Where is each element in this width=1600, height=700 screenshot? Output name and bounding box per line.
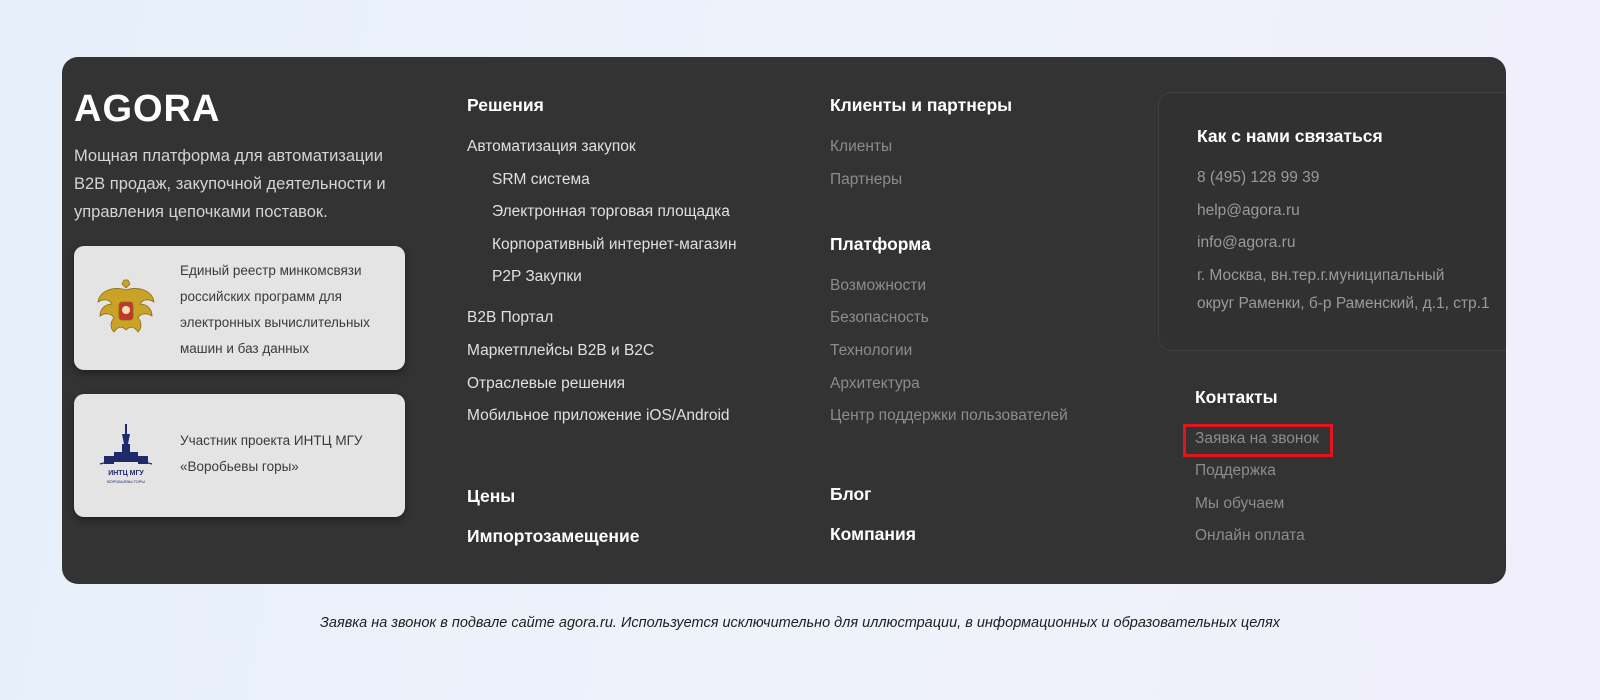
link-architecture[interactable]: Архитектура [830,375,920,392]
image-caption: Заявка на звонок в подвале сайте agora.ru. Используется исключительно для иллюстрации, в информационных и образовательных целях [320,615,1280,631]
link-capabilities[interactable]: Возможности [830,277,927,294]
intc-msu-logo-caption: ИНТЦ МГУ [108,470,144,477]
agora-logo[interactable]: AGORA [74,88,221,130]
contact-email-info[interactable]: info@agora.ru [1197,234,1296,251]
registry-badge-text: Единый реестр минкомсвязи российских программ для электронных вычислительных машин и баз данных [180,263,370,356]
blog-heading[interactable]: Блог [830,484,872,504]
link-industry-solutions[interactable]: Отраслевые решения [467,375,626,392]
intc-msu-logo-icon [92,420,160,488]
contact-heading: Как с нами связаться [1197,126,1383,146]
link-support[interactable]: Поддержка [1195,462,1276,479]
intc-msu-logo-subcaption: ВОРОБЬЕВЫ ГОРЫ [107,479,145,484]
solutions-heading[interactable]: Решения [467,95,544,115]
footer-tagline: Мощная платформа для автоматизации B2B продаж, закупочной деятельности и управления цепочками поставок. [74,147,386,221]
link-security[interactable]: Безопасность [830,309,929,326]
link-e-trading-platform[interactable]: Электронная торговая площадка [492,203,730,220]
contact-address-line2: округ Раменки, б-р Раменский, д.1, стр.1 [1197,295,1490,312]
intc-msu-badge-text: Участник проекта ИНТЦ МГУ «Воробьевы горы» [180,433,363,474]
link-srm-system[interactable]: SRM система [492,171,590,188]
link-training[interactable]: Мы обучаем [1195,495,1285,512]
contact-address-line1: г. Москва, вн.тер.г.муниципальный [1197,267,1445,284]
prices-heading[interactable]: Цены [467,486,516,506]
link-clients[interactable]: Клиенты [830,138,893,155]
link-corporate-eshop[interactable]: Корпоративный интернет-магазин [492,236,737,253]
link-online-payment[interactable]: Онлайн оплата [1195,527,1305,544]
clients-partners-heading[interactable]: Клиенты и партнеры [830,95,1013,115]
link-callback-request[interactable]: Заявка на звонок [1195,430,1319,447]
link-technologies[interactable]: Технологии [830,342,913,359]
contact-phone[interactable]: 8 (495) 128 99 39 [1197,169,1320,186]
link-procurement-automation[interactable]: Автоматизация закупок [467,138,636,155]
contacts-heading[interactable]: Контакты [1195,387,1278,407]
link-partners[interactable]: Партнеры [830,171,903,188]
site-footer [62,57,1506,584]
callback-highlight-frame [1183,424,1333,457]
import-substitution-heading[interactable]: Импортозамещение [467,526,640,546]
intc-msu-badge[interactable] [74,394,405,517]
coat-of-arms-icon [92,276,160,344]
registry-badge[interactable] [74,246,405,370]
platform-heading[interactable]: Платформа [830,234,931,254]
company-heading[interactable]: Компания [830,524,916,544]
link-b2b-portal[interactable]: B2B Портал [467,309,554,326]
contact-email-help[interactable]: help@agora.ru [1197,202,1300,219]
link-p2p-procurement[interactable]: P2P Закупки [492,268,582,285]
link-support-center[interactable]: Центр поддержки пользователей [830,407,1068,424]
link-marketplaces[interactable]: Маркетплейсы B2B и B2C [467,342,655,359]
link-mobile-app[interactable]: Мобильное приложение iOS/Android [467,407,730,424]
